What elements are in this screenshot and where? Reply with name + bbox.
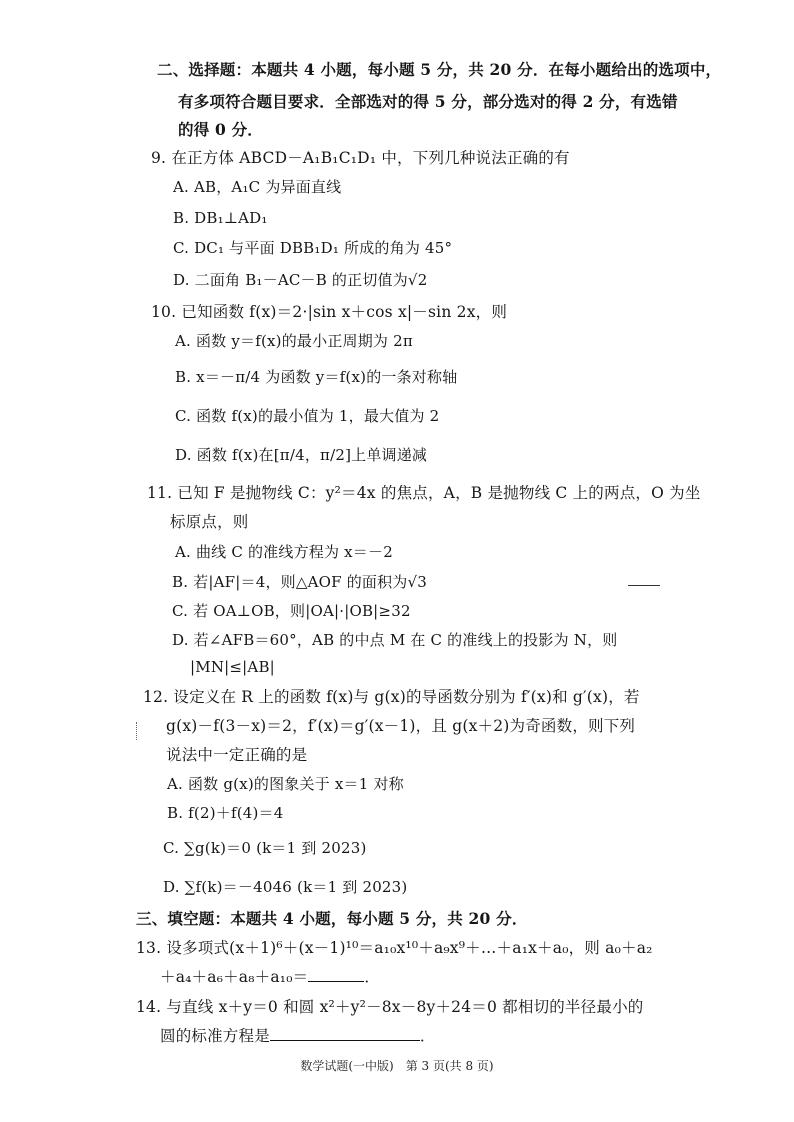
question-12-stem: 12. 设定义在 R 上的函数 f(x)与 g(x)的导函数分别为 f′(x)和 g′(x)，若	[143, 688, 640, 706]
question-10-option-a: A. 函数 y＝f(x)的最小正周期为 2π	[175, 332, 413, 350]
question-9-option-c: C. DC₁ 与平面 DBB₁D₁ 所成的角为 45°	[173, 239, 453, 257]
question-14-prompt: 圆的标准方程是	[160, 1027, 270, 1045]
question-11-stem: 11. 已知 F 是抛物线 C：y²＝4x 的焦点，A，B 是抛物线 C 上的两点，O 为坐	[147, 484, 701, 502]
question-11-option-d: D. 若∠AFB＝60°，AB 的中点 M 在 C 的准线上的投影为 N，则	[172, 631, 618, 649]
question-11-option-c: C. 若 OA⊥OB，则|OA|·|OB|≥32	[172, 602, 411, 620]
question-14-line2	[160, 1026, 436, 1046]
question-11-option-a: A. 曲线 C 的准线方程为 x＝－2	[175, 543, 393, 561]
question-13-answer-blank[interactable]	[308, 967, 364, 982]
question-11-option-b: B. 若|AF|＝4，则△AOF 的面积为√3	[172, 573, 427, 591]
section-header-multi-choice-line2: 有多项符合题目要求．全部选对的得 5 分，部分选对的得 2 分，有选错	[178, 92, 678, 111]
section-header-multi-choice-line3: 的得 0 分．	[178, 120, 263, 139]
question-9-option-b: B. DB₁⊥AD₁	[173, 209, 268, 227]
question-12-stem-line2: g(x)－f(3－x)＝2，f′(x)＝g′(x－1)，且 g(x＋2)为奇函数，则下列	[166, 717, 636, 735]
question-13-end-punct: ．	[364, 968, 381, 986]
question-9-option-a: A. AB，A₁C 为异面直线	[173, 178, 342, 196]
question-14-end-punct: ．	[419, 1027, 436, 1045]
page-footer: 数学试题(一中版) 第 3 页(共 8 页)	[300, 1059, 494, 1073]
section-header-fill-blank: 三、填空题：本题共 4 小题，每小题 5 分，共 20 分．	[136, 909, 528, 928]
question-9-option-d: D. 二面角 B₁－AC－B 的正切值为√2	[173, 271, 428, 289]
pen-mark	[628, 585, 660, 586]
question-9-stem: 9. 在正方体 ABCD－A₁B₁C₁D₁ 中，下列几种说法正确的有	[151, 149, 570, 167]
question-12-option-c: C. ∑g(k)＝0 (k＝1 到 2023)	[163, 839, 367, 857]
section-header-multi-choice: 二、选择题：本题共 4 小题，每小题 5 分，共 20 分．在每小题给出的选项中，	[157, 60, 722, 79]
question-14-line1: 14. 与直线 x＋y＝0 和圆 x²＋y²－8x－8y＋24＝0 都相切的半径最小的	[136, 998, 644, 1016]
question-12-option-b: B. f(2)＋f(4)＝4	[167, 804, 284, 822]
question-10-stem: 10. 已知函数 f(x)＝2·|sin x＋cos x|－sin 2x，则	[151, 303, 508, 321]
margin-mark	[136, 722, 139, 740]
question-12-option-a: A. 函数 g(x)的图象关于 x＝1 对称	[167, 775, 404, 793]
question-13-line1: 13. 设多项式(x＋1)⁶＋(x－1)¹⁰＝a₁₀x¹⁰＋a₉x⁹＋…＋a₁x＋a₀，则 a₀＋a₂	[136, 939, 653, 957]
question-10-option-b: B. x＝－π/4 为函数 y＝f(x)的一条对称轴	[175, 368, 458, 386]
question-12-stem-line3: 说法中一定正确的是	[166, 746, 308, 764]
question-13-line2	[160, 967, 380, 987]
question-12-option-d: D. ∑f(k)＝－4046 (k＝1 到 2023)	[163, 878, 408, 896]
question-10-option-d: D. 函数 f(x)在[π/4，π/2]上单调递减	[175, 446, 428, 464]
question-11-option-d-line2: |MN|≤|AB|	[190, 658, 275, 676]
question-13-expression: ＋a₄＋a₆＋a₈＋a₁₀＝	[160, 968, 309, 986]
question-11-stem-line2: 标原点，则	[170, 513, 249, 531]
question-14-answer-blank[interactable]	[270, 1026, 420, 1041]
question-10-option-c: C. 函数 f(x)的最小值为 1，最大值为 2	[175, 407, 440, 425]
